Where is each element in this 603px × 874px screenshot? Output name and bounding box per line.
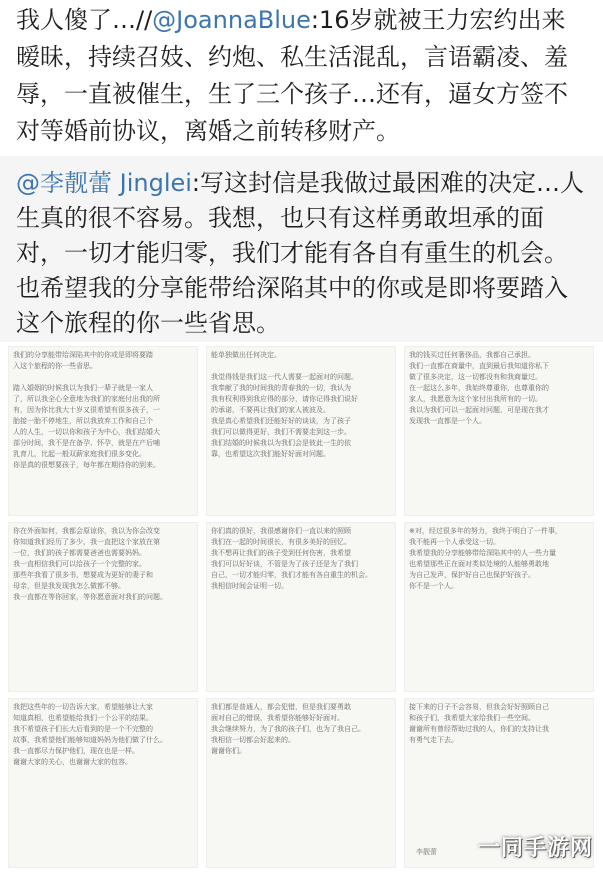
letter-line: 我是真心希望我们还能好好的谈谈，为了孩子	[211, 417, 351, 425]
letter-line: 谢谢所有曾经帮助过我的人，你们的支持让我	[409, 725, 549, 733]
letter-page-5[interactable]	[206, 522, 396, 692]
letter-line: 我们结婚的时候我以为我们会是彼此一生的依	[211, 439, 351, 447]
letter-line: 家人，我愿意为这个家付出我所有的一切。	[409, 395, 542, 403]
letter-line: 靠，也希望这次我们能好好面对问题。	[211, 450, 330, 458]
letter-line: 了，所以我全心全意地为我们的家庭付出我的所	[13, 395, 160, 403]
letter-line: 自己，一切才能归零，我们才能有各自重生的机会。	[211, 571, 372, 579]
letter-line: 你知道我们经历了多少，我一直把这个家放在第	[13, 538, 160, 546]
letter-line: 我不想再让我们的孩子受到任何伤害，我希望	[211, 549, 351, 557]
letter-line: 我希望我的分享能够带给深陷其中的人一些力量	[409, 549, 556, 557]
letter-line: 能单独做出任何决定。	[211, 351, 281, 359]
repost-body: :16岁就被王力宏约出来暧昧，持续召妓、约炮、私生活混乱，言语霸凌、羞辱，一直被催生，生了三个孩子…还有，逼女方签不对等婚前协议，离婚之前转移财产。	[16, 6, 568, 145]
letter-line: 也希望那些正在面对类似处境的人能够勇敢地	[409, 560, 549, 568]
letter-line: 我奉献了我的时间我的青春我的一切，我认为	[211, 384, 351, 392]
weibo-repost-text	[0, 2, 603, 152]
letter-line: 谢谢大家的关心，也谢谢大家的包容。	[13, 758, 132, 766]
mention-jinglei-link[interactable]: @李靓蕾 Jinglei	[16, 169, 192, 197]
letter-image-grid[interactable]	[0, 342, 603, 874]
letter-line: 我们在一起的时间很长，有很多美好的回忆。	[211, 538, 351, 546]
letter-line: 我一直都在等你回家，等你愿意面对我们的问题。	[13, 593, 167, 601]
mention-joannablue-link[interactable]: @JoannaBlue	[152, 6, 311, 34]
letter-line: 我不能再一个人承受这一切。	[409, 538, 500, 546]
letter-page-7[interactable]	[8, 698, 198, 868]
letter-line: 的承诺，不要再让我们的家人被波及。	[211, 406, 330, 414]
letter-page-2[interactable]	[206, 346, 396, 516]
letter-line: 我们的分享能带给深陷其中的你或是即将要踏	[13, 351, 153, 359]
letter-line: 为自己发声，保护好自己也保护好孩子。	[409, 571, 535, 579]
letter-line: 入这个旅程的你一些省思。	[13, 362, 97, 370]
letter-line: 面对自己的错误，我希望你能够好好面对。	[211, 714, 344, 722]
letter-line: 乳育儿，比起一般双薪家庭我们很多变化。	[13, 450, 146, 458]
letter-line: 在一起这么多年，我始终尊重你，也尊重你的	[409, 384, 549, 392]
letter-line: 一位，我们的孩子都需要爸爸也需要妈妈。	[13, 549, 146, 557]
letter-page-1[interactable]	[8, 346, 198, 516]
letter-page-3[interactable]	[404, 346, 594, 516]
letter-line: 那些年我看了很多书，想要成为更好的妻子和	[13, 571, 153, 579]
original-post-body: :写这封信是我做过最困难的决定…人生真的很不容易。我想，也只有这样勇敢坦承的面对，一切才能归零，我们才能有各自有重生的机会。也希望我的分享能带给深陷其中的你或是即将要踏入这个旅程的你一些省思。	[16, 169, 585, 337]
letter-line: 谢谢你们。	[211, 747, 246, 755]
letter-line: 母亲，但是我发现我怎么做都不够。	[13, 582, 125, 590]
letter-line: 我相信时间会证明一切。	[211, 582, 288, 590]
letter-line	[211, 361, 391, 372]
letter-line: 我们可以做得更好，我们不需要走到这一步。	[211, 428, 351, 436]
letter-line: 我们一直都在商量中，直到最后我知道你私下	[409, 362, 549, 370]
letter-line: 发现我一直都是一个人。	[409, 417, 486, 425]
letter-line: 你不是一个人。	[409, 582, 458, 590]
letter-line: 我们都是普通人，都会犯错，但是我们要勇敢	[211, 703, 351, 711]
original-post-text	[0, 156, 603, 342]
repost-prefix: 我人傻了…//	[16, 6, 153, 34]
letter-line: 我的钱买过任何奢侈品，我都自己承担。	[409, 351, 535, 359]
letter-signature: 李靓蕾	[416, 848, 437, 856]
letter-line: 知道真相，也希望能给我们一个公平的结果。	[13, 714, 153, 722]
letter-line: 你是真的很想要孩子，每年都在期待你的到来。	[13, 461, 160, 469]
letter-page-6[interactable]	[404, 522, 594, 692]
letter-line: 我不希望孩子们长大后看到的是一个不完整的	[13, 725, 153, 733]
letter-line: 有，因为你比我大十岁又很希望有很多孩子，一	[13, 406, 160, 414]
letter-line: 我相信一切都会好起来的。	[211, 736, 295, 744]
letter-line	[13, 372, 193, 383]
letter-line: 我一直相信我们可以给孩子一个完整的家。	[13, 560, 146, 568]
letter-line: 你们真的很好，我很感谢你们一直以来的照顾	[211, 527, 351, 535]
letter-line: 我有权利得到我应得的部分，请你记得我们说好	[211, 395, 358, 403]
letter-page-8[interactable]	[206, 698, 396, 868]
letter-line: 做了很多决定，这一切都没有和我商量过。	[409, 373, 542, 381]
letter-line: 人的人生，一切以你和孩子为中心，我们结婚大	[13, 428, 160, 436]
letter-line: 我觉得钱是我们这一代人需要一起面对的问题。	[211, 373, 358, 381]
letter-line: 部分时间，我不是在备孕、怀孕，就是在产后哺	[13, 439, 160, 447]
letter-line: 故事，我希望他们能够知道妈妈为他们做了什么。	[13, 736, 167, 744]
letter-line: 有勇气走下去。	[409, 736, 458, 744]
letter-line: 接下来的日子不会容易，但我会好好照顾自己	[409, 703, 549, 711]
letter-line: 踏入婚姻的时候我以为我们一辈子就是一家人	[13, 384, 153, 392]
letter-line: 我们可以好好谈，不管是为了孩子还是为了我们	[211, 560, 358, 568]
letter-line: 你在外面如何，我都会原谅你，我以为你会改变	[13, 527, 160, 535]
site-watermark: 一同手游网	[477, 836, 593, 861]
letter-page-4[interactable]	[8, 522, 198, 692]
letter-line: 胎接一胎不停地生，所以我放弃工作和自己个	[13, 417, 153, 425]
letter-line: ※对，经过很多年的努力，我终于明白了一件事，	[409, 527, 562, 535]
letter-line: 和孩子们，我希望大家给我们一些空间。	[409, 714, 535, 722]
letter-line: 我以为我们可以一起面对问题，可是现在我才	[409, 406, 549, 414]
letter-line: 我把这些年的一切告诉大家，希望能够让大家	[13, 703, 153, 711]
letter-line: 我会继续努力，为了我的孩子们，也为了我自己。	[211, 725, 365, 733]
letter-line: 我一直都尽力保护他们，现在也是一样。	[13, 747, 139, 755]
